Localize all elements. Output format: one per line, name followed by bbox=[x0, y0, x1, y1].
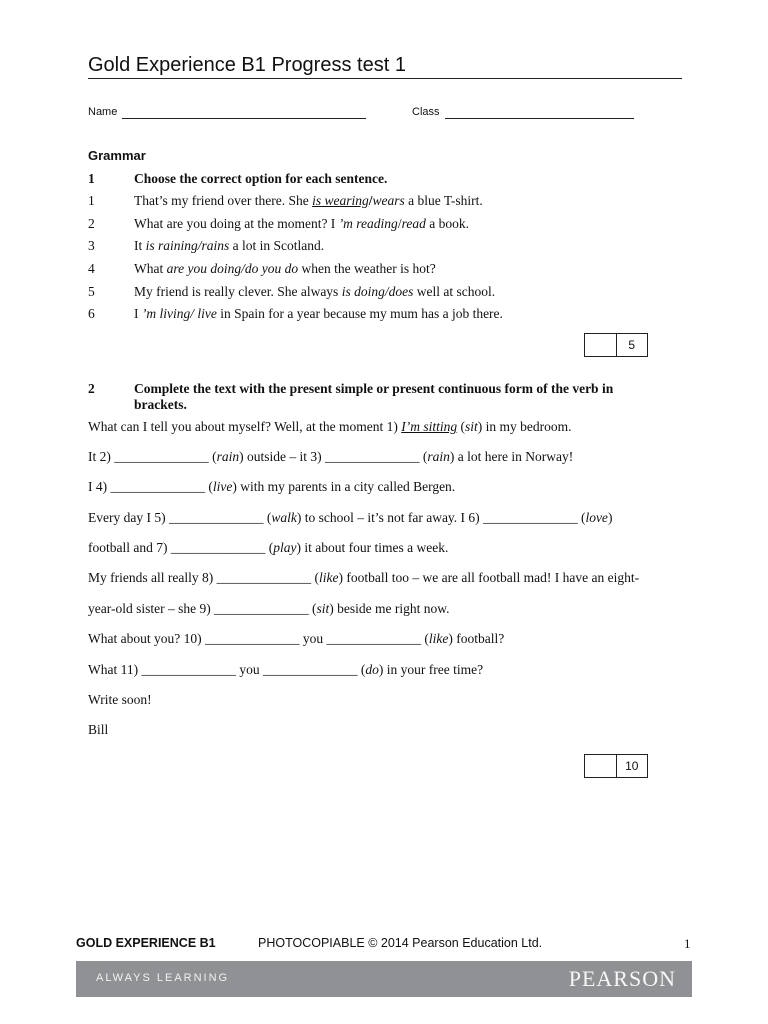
class-label: Class bbox=[412, 106, 440, 118]
text-line-5: football and 7) ______________ (play) it about four times a week. bbox=[88, 540, 449, 555]
answer-blank-11a[interactable]: ______________ bbox=[141, 662, 236, 677]
answer-blank-10b[interactable]: ______________ bbox=[326, 631, 421, 646]
option-b[interactable]: read bbox=[401, 216, 426, 231]
text-line-2: It 2) ______________ (rain) outside – it 3) ______________ (rain) a lot here in Norway! bbox=[88, 449, 574, 464]
exercise-2-instruction: Complete the text with the present simple or present continuous form of the verb in brackets. bbox=[134, 381, 614, 412]
option-b[interactable]: do you do bbox=[244, 261, 299, 276]
footer-book-title: GOLD EXPERIENCE B1 bbox=[76, 936, 216, 950]
option-a[interactable]: is doing bbox=[341, 284, 385, 299]
page-title: Gold Experience B1 Progress test 1 bbox=[88, 54, 406, 76]
item-number: 4 bbox=[88, 261, 95, 276]
sentence-3: It is raining/rains a lot in Scotland. bbox=[134, 238, 325, 253]
item-number: 3 bbox=[88, 238, 95, 253]
text-line-6: My friends all really 8) ______________ (like) football too – we are all football mad! I have an eight- bbox=[88, 570, 640, 585]
option-b[interactable]: does bbox=[388, 284, 414, 299]
answer-blank-9[interactable]: ______________ bbox=[214, 601, 309, 616]
sentence-4: What are you doing/do you do when the weather is hot? bbox=[134, 261, 436, 276]
answer-blank-10a[interactable]: ______________ bbox=[204, 631, 300, 646]
answer-blank-7[interactable]: ______________ bbox=[170, 540, 266, 555]
tagline: ALWAYS LEARNING bbox=[96, 972, 230, 984]
answer-blank-8[interactable]: ______________ bbox=[216, 570, 312, 585]
score-entry-cell[interactable] bbox=[585, 334, 616, 356]
text-line-1: What can I tell you about myself? Well, at the moment 1) I’m sitting (sit) in my bedroom. bbox=[88, 419, 572, 434]
sentence-6: I ’m living/ live in Spain for a year because my mum has a job there. bbox=[134, 306, 503, 321]
answer-blank-3[interactable]: ______________ bbox=[325, 449, 420, 464]
signature: Bill bbox=[88, 722, 109, 737]
answer-blank-5[interactable]: ______________ bbox=[168, 510, 264, 525]
exercise-1-instruction: Choose the correct option for each sentence. bbox=[134, 171, 388, 186]
exercise-2-number: 2 bbox=[88, 381, 95, 396]
option-b[interactable]: rains bbox=[201, 238, 230, 253]
item-number: 5 bbox=[88, 284, 95, 299]
score-box-exercise-2 bbox=[584, 754, 648, 778]
text-line-4: Every day I 5) ______________ (walk) to school – it’s not far away. I 6) ______________ (love) bbox=[88, 510, 613, 525]
score-entry-cell[interactable] bbox=[585, 755, 616, 777]
name-label: Name bbox=[88, 106, 118, 118]
option-a[interactable]: ’m reading bbox=[338, 216, 398, 231]
text-line-3: I 4) ______________ (live) with my parents in a city called Bergen. bbox=[88, 479, 456, 494]
name-field[interactable] bbox=[122, 118, 366, 119]
option-b[interactable]: wears bbox=[372, 193, 405, 208]
option-b[interactable]: live bbox=[197, 306, 217, 321]
sentence-2: What are you doing at the moment? I ’m reading/read a book. bbox=[134, 216, 469, 231]
text-line-7: year-old sister – she 9) ______________ (sit) beside me right now. bbox=[88, 601, 450, 616]
exercise-1-number: 1 bbox=[88, 171, 95, 186]
item-number: 1 bbox=[88, 193, 95, 208]
sign-off: Write soon! bbox=[88, 692, 152, 707]
answer-blank-2[interactable]: ______________ bbox=[114, 449, 209, 464]
text-line-9: What 11) ______________ you ______________ (do) in your free time? bbox=[88, 662, 484, 677]
answer-blank-6[interactable]: ______________ bbox=[483, 510, 578, 525]
sentence-1: That’s my friend over there. She is wearing/wears a blue T-shirt. bbox=[134, 193, 483, 208]
score-max: 5 bbox=[616, 334, 648, 356]
score-max: 10 bbox=[616, 755, 648, 777]
option-a[interactable]: ’m living bbox=[141, 306, 191, 321]
title-rule bbox=[88, 78, 682, 79]
option-a[interactable]: is wearing bbox=[312, 193, 369, 208]
item-number: 2 bbox=[88, 216, 95, 231]
page-number: 1 bbox=[684, 936, 691, 951]
option-a[interactable]: is raining bbox=[145, 238, 198, 253]
example-answer: I’m sitting bbox=[401, 419, 458, 434]
score-box-exercise-1 bbox=[584, 333, 648, 357]
sentence-5: My friend is really clever. She always is doing/does well at school. bbox=[134, 284, 496, 299]
text-line-8: What about you? 10) ______________ you ______________ (like) football? bbox=[88, 631, 505, 646]
publisher-logo: PEARSON bbox=[568, 966, 676, 991]
answer-blank-11b[interactable]: ______________ bbox=[262, 662, 358, 677]
footer-brand-bar bbox=[76, 961, 692, 997]
answer-blank-4[interactable]: ______________ bbox=[110, 479, 205, 494]
section-heading: Grammar bbox=[88, 148, 146, 163]
class-field[interactable] bbox=[445, 118, 634, 119]
item-number: 6 bbox=[88, 306, 95, 321]
footer-copyright: PHOTOCOPIABLE © 2014 Pearson Education Ltd. bbox=[258, 936, 543, 950]
option-a[interactable]: are you doing bbox=[166, 261, 242, 276]
